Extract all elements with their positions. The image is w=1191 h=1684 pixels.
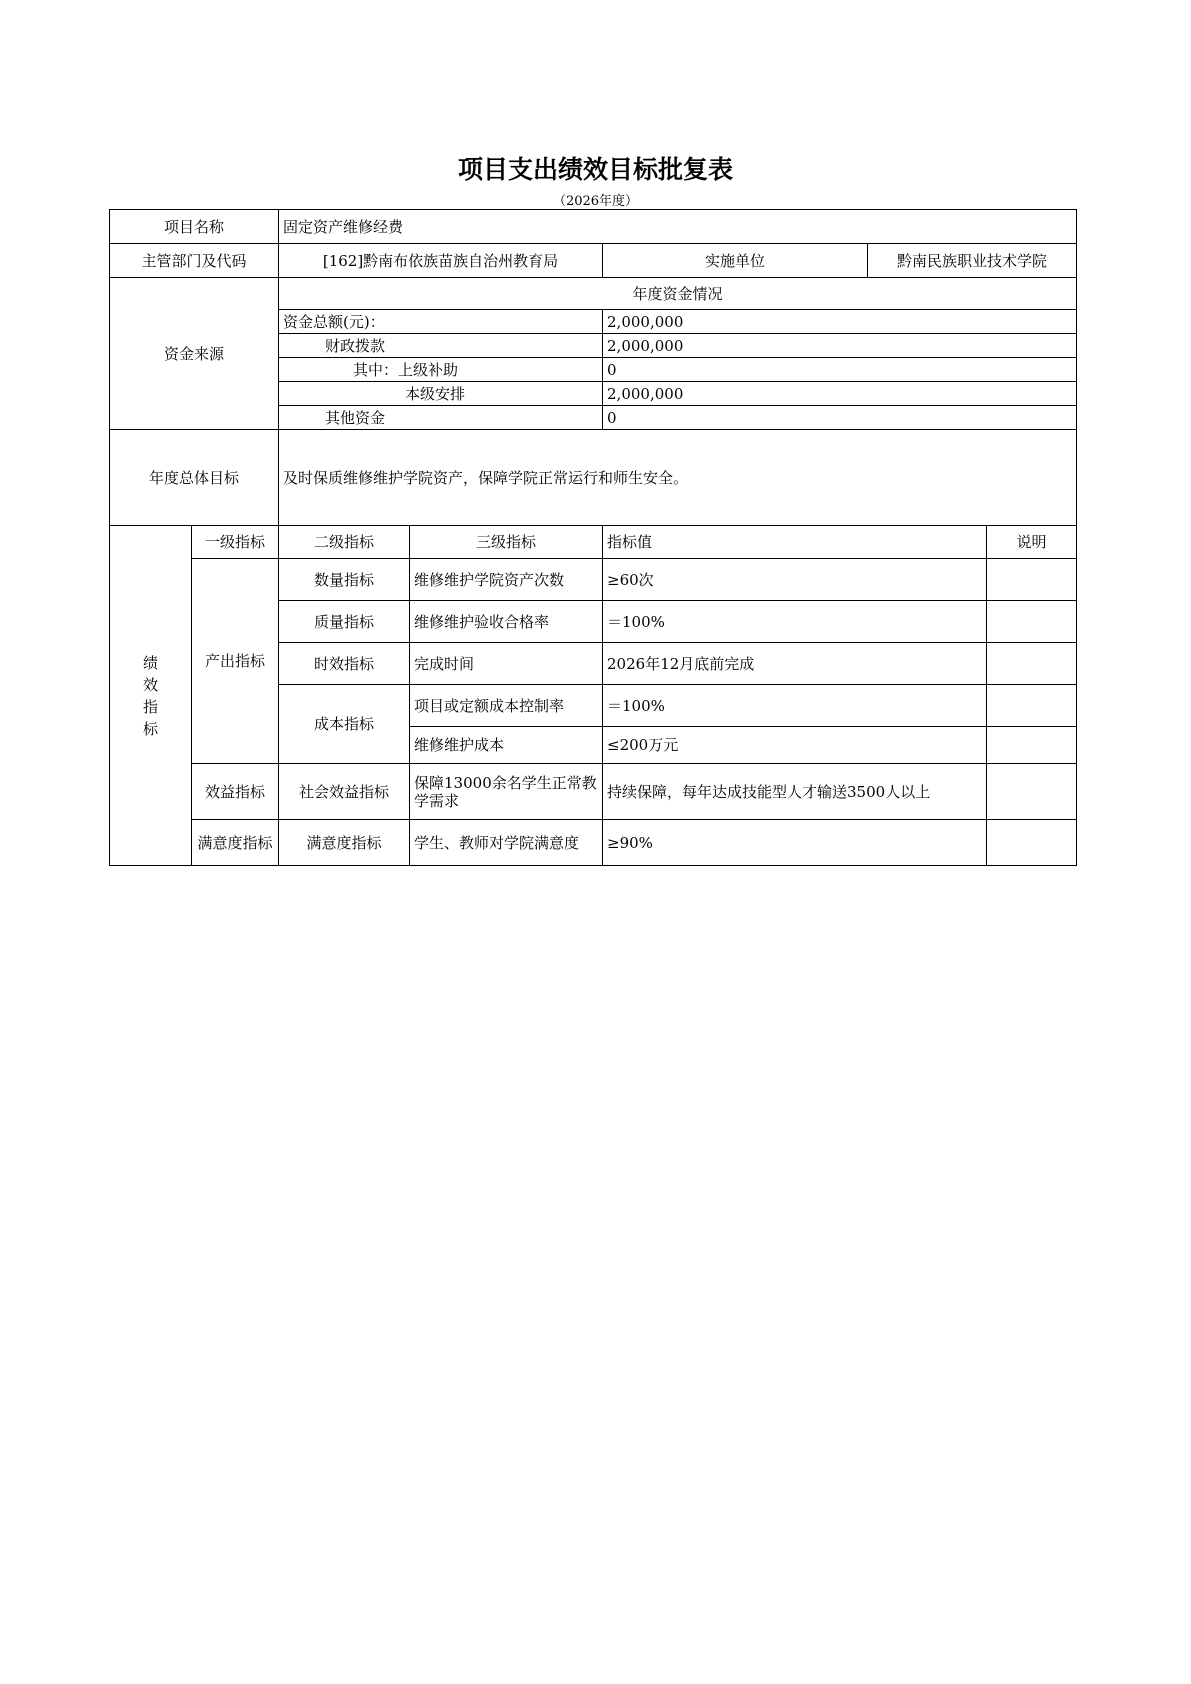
fiscal-appropriation-value: 2,000,000 xyxy=(603,334,1077,358)
cost-control-level3: 项目或定额成本控制率 xyxy=(410,685,603,727)
satisfaction-indicator-label: 满意度指标 xyxy=(192,820,279,866)
superior-subsidy-label: 其中：上级补助 xyxy=(279,358,603,382)
fiscal-appropriation-label: 财政拨款 xyxy=(279,334,603,358)
social-benefit-label: 社会效益指标 xyxy=(279,764,410,820)
other-funds-value: 0 xyxy=(603,406,1077,430)
superior-subsidy-value: 0 xyxy=(603,358,1077,382)
department-label: 主管部门及代码 xyxy=(110,244,279,278)
header-level2: 二级指标 xyxy=(279,526,410,559)
social-benefit-level3: 保障13000余名学生正常教学需求 xyxy=(410,764,603,820)
satisfaction-level2: 满意度指标 xyxy=(279,820,410,866)
quantity-note xyxy=(987,559,1077,601)
satisfaction-note xyxy=(987,820,1077,866)
quality-note xyxy=(987,601,1077,643)
output-indicator-label: 产出指标 xyxy=(192,559,279,764)
quality-value: ＝100% xyxy=(603,601,987,643)
satisfaction-level3: 学生、教师对学院满意度 xyxy=(410,820,603,866)
header-level3: 三级指标 xyxy=(410,526,603,559)
project-name-label: 项目名称 xyxy=(110,210,279,244)
local-arrangement-value: 2,000,000 xyxy=(603,382,1077,406)
maintenance-cost-value: ≤200万元 xyxy=(603,727,987,764)
timeliness-level3: 完成时间 xyxy=(410,643,603,685)
header-value: 指标值 xyxy=(603,526,987,559)
social-benefit-value: 持续保障，每年达成技能型人才输送3500人以上 xyxy=(603,764,987,820)
quality-level3: 维修维护验收合格率 xyxy=(410,601,603,643)
quality-indicator-label: 质量指标 xyxy=(279,601,410,643)
fiscal-year: （2026年度） xyxy=(552,194,639,209)
department-value: [162]黔南布依族苗族自治州教育局 xyxy=(279,244,603,278)
implementing-unit-value: 黔南民族职业技术学院 xyxy=(868,244,1077,278)
social-benefit-note xyxy=(987,764,1077,820)
header-level1: 一级指标 xyxy=(192,526,279,559)
benefit-indicator-label: 效益指标 xyxy=(192,764,279,820)
performance-target-table xyxy=(109,209,1077,866)
satisfaction-value: ≥90% xyxy=(603,820,987,866)
project-name-value: 固定资产维修经费 xyxy=(279,210,1077,244)
fund-total-value: 2,000,000 xyxy=(603,310,1077,334)
fund-source-label: 资金来源 xyxy=(110,278,279,430)
timeliness-indicator-label: 时效指标 xyxy=(279,643,410,685)
annual-goal-value: 及时保质维修维护学院资产，保障学院正常运行和师生安全。 xyxy=(279,430,1077,526)
header-note: 说明 xyxy=(987,526,1077,559)
annual-fund-header: 年度资金情况 xyxy=(279,278,1077,310)
annual-goal-label: 年度总体目标 xyxy=(110,430,279,526)
maintenance-cost-note xyxy=(987,727,1077,764)
timeliness-value: 2026年12月底前完成 xyxy=(603,643,987,685)
timeliness-note xyxy=(987,643,1077,685)
cost-indicator-label: 成本指标 xyxy=(279,685,410,764)
local-arrangement-label: 本级安排 xyxy=(279,382,603,406)
page-title: 项目支出绩效目标批复表 xyxy=(457,155,733,184)
implementing-unit-label: 实施单位 xyxy=(603,244,868,278)
other-funds-label: 其他资金 xyxy=(279,406,603,430)
quantity-level3: 维修维护学院资产次数 xyxy=(410,559,603,601)
fund-total-label: 资金总额(元)： xyxy=(279,310,603,334)
maintenance-cost-level3: 维修维护成本 xyxy=(410,727,603,764)
quantity-indicator-label: 数量指标 xyxy=(279,559,410,601)
performance-indicators-label: 绩 效 指 标 xyxy=(110,526,192,866)
quantity-value: ≥60次 xyxy=(603,559,987,601)
cost-control-note xyxy=(987,685,1077,727)
cost-control-value: ＝100% xyxy=(603,685,987,727)
